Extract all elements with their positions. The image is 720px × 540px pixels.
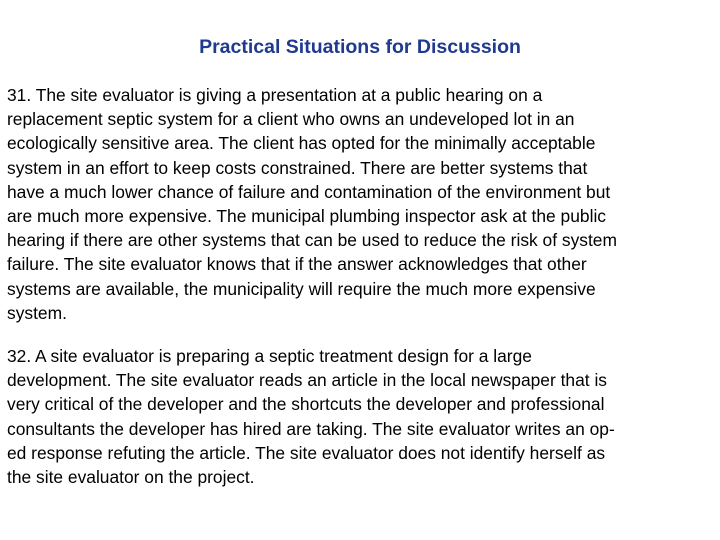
situation-31-line: hearing if there are other systems that can be used to reduce the risk of system [7, 230, 617, 251]
situation-31-paragraph [7, 83, 713, 325]
situation-32-line: very critical of the developer and the shortcuts the developer and professional [7, 394, 605, 415]
situation-32-line: consultants the developer has hired are taking. The site evaluator writes an op- [7, 418, 615, 439]
situation-32-line: ed response refuting the article. The site evaluator does not identify herself as [7, 442, 606, 463]
situation-31-line: failure. The site evaluator knows that if the answer acknowledges that other [7, 254, 587, 275]
situation-31-line: systems are available, the municipality will require the much more expensive [7, 278, 596, 299]
situation-31-line: system in an effort to keep costs constrained. There are better systems that [7, 157, 588, 178]
situation-32-line: development. The site evaluator reads an article in the local newspaper that is [7, 370, 608, 391]
situation-31-line: 31. The site evaluator is giving a presentation at a public hearing on a [7, 85, 543, 105]
situation-32-line: 32. A site evaluator is preparing a septic treatment design for a large [7, 346, 532, 366]
situation-32-line: the site evaluator on the project. [7, 467, 255, 488]
situation-31-line: are much more expensive. The municipal plumbing inspector ask at the public [7, 206, 607, 227]
situation-31-line: have a much lower chance of failure and contamination of the environment but [7, 181, 611, 202]
situation-31-line: system. [7, 302, 67, 323]
situation-31-line: replacement septic system for a client who owns an undeveloped lot in an [7, 109, 575, 130]
slide-title: Practical Situations for Discussion [199, 36, 521, 58]
situation-31-line: ecologically sensitive area. The client has opted for the minimally acceptable [7, 133, 596, 154]
situation-32-paragraph [7, 344, 713, 489]
